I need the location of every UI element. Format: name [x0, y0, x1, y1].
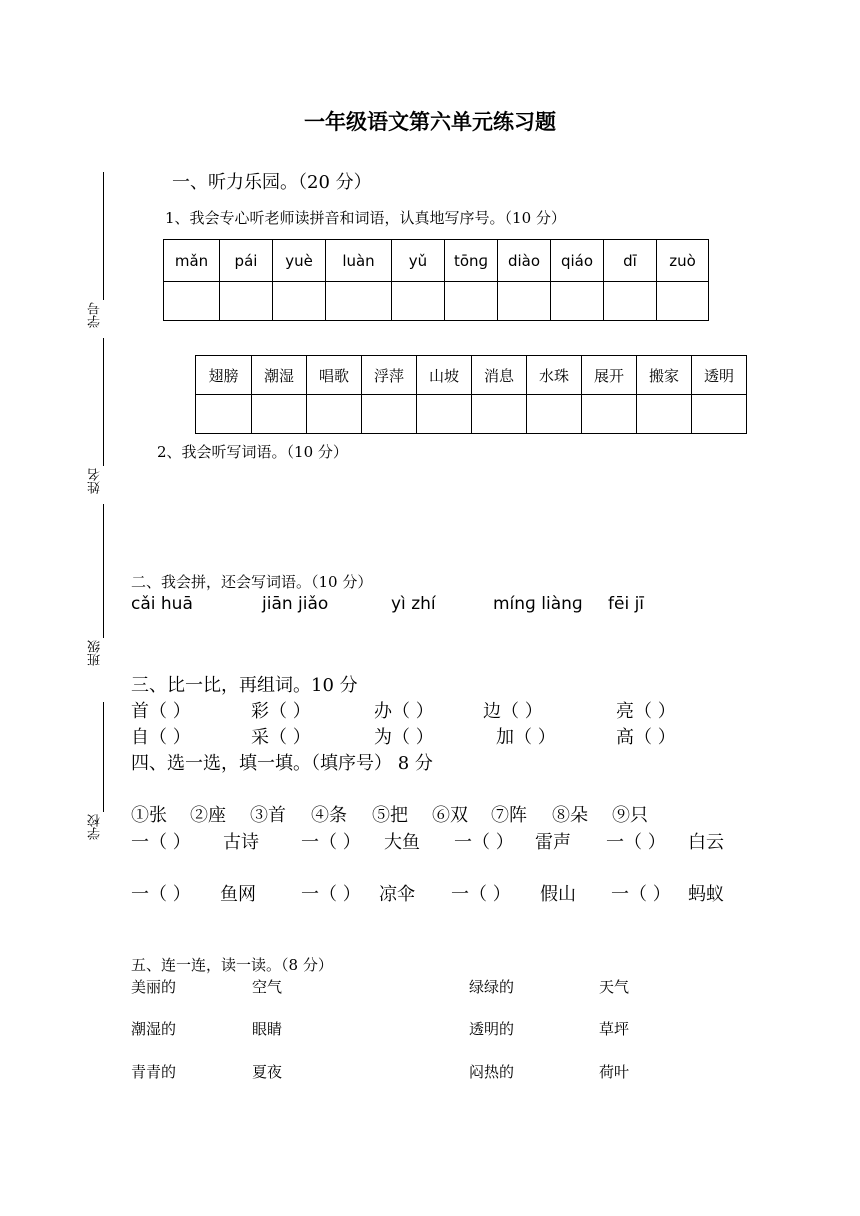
answer-cell[interactable]: [362, 395, 417, 434]
option-item: ②座: [190, 805, 226, 826]
section1-question2: 2、我会听写词语。（10 分）: [157, 443, 348, 461]
fill-blank[interactable]: 一（ ）: [606, 832, 666, 853]
match-right-noun[interactable]: 草坪: [599, 1020, 630, 1038]
answer-cell[interactable]: [527, 395, 582, 434]
compare-item: 高（ ）: [616, 727, 676, 748]
fill-word: 大鱼: [384, 832, 420, 853]
sidebar-label-class: 班级: [88, 640, 103, 666]
compare-item: 为（ ）: [374, 727, 434, 748]
word-cell: 浮萍: [362, 356, 417, 395]
sidebar-divider: [103, 338, 104, 466]
sidebar-divider: [103, 702, 104, 812]
pinyin-cell: tōnɡ: [445, 240, 498, 282]
section2-heading: 二、我会拼，还会写词语。（10 分）: [131, 573, 373, 591]
match-left-adjective[interactable]: 青青的: [131, 1063, 177, 1081]
answer-cell[interactable]: [392, 282, 445, 321]
match-left-adjective[interactable]: 潮湿的: [131, 1020, 177, 1038]
pinyin-prompt: fēi jī: [608, 594, 645, 614]
answer-cell[interactable]: [307, 395, 362, 434]
pinyin-cell: qiáo: [551, 240, 604, 282]
option-item: ⑦阵: [491, 805, 527, 826]
match-left-adjective[interactable]: 美丽的: [131, 978, 177, 996]
fill-word: 古诗: [223, 832, 259, 853]
pinyin-cell: mǎn: [164, 240, 220, 282]
section5-heading: 五、连一连，读一读。（8 分）: [131, 956, 333, 974]
word-cell: 翅膀: [196, 356, 252, 395]
pinyin-prompt: yì zhí: [391, 594, 436, 614]
fill-word: 凉伞: [379, 884, 415, 905]
pinyin-prompt: jiān jiǎo: [262, 594, 329, 614]
answer-cell[interactable]: [637, 395, 692, 434]
pinyin-cell: zuò: [657, 240, 709, 282]
answer-cell[interactable]: [417, 395, 472, 434]
section1-heading: 一、听力乐园。（20 分）: [172, 172, 372, 193]
fill-word: 蚂蚁: [688, 884, 724, 905]
compare-item: 加（ ）: [496, 727, 556, 748]
compare-item: 采（ ）: [251, 727, 311, 748]
option-item: ⑨只: [612, 805, 648, 826]
section1-question1: 1、我会专心听老师读拼音和词语，认真地写序号。（10 分）: [165, 209, 566, 227]
compare-item: 自（ ）: [131, 727, 191, 748]
answer-cell[interactable]: [498, 282, 551, 321]
sidebar-divider: [103, 172, 104, 300]
fill-blank[interactable]: 一（ ）: [301, 832, 361, 853]
answer-cell[interactable]: [252, 395, 307, 434]
compare-item: 彩（ ）: [251, 701, 311, 722]
fill-word: 假山: [540, 884, 576, 905]
answer-cell[interactable]: [445, 282, 498, 321]
pinyin-cell: luàn: [326, 240, 392, 282]
fill-blank[interactable]: 一（ ）: [131, 832, 191, 853]
section4-heading: 四、选一选，填一填。（填序号） 8 分: [131, 753, 433, 774]
answer-cell[interactable]: [692, 395, 747, 434]
fill-blank[interactable]: 一（ ）: [131, 884, 191, 905]
answer-cell[interactable]: [604, 282, 657, 321]
answer-cell[interactable]: [472, 395, 527, 434]
option-item: ⑧朵: [552, 805, 588, 826]
fill-blank[interactable]: 一（ ）: [611, 884, 671, 905]
sidebar-divider: [103, 504, 104, 638]
pinyin-table: [163, 239, 709, 321]
answer-cell[interactable]: [582, 395, 637, 434]
answer-cell[interactable]: [657, 282, 709, 321]
word-cell: 唱歌: [307, 356, 362, 395]
fill-blank[interactable]: 一（ ）: [451, 884, 511, 905]
fill-word: 白云: [688, 832, 724, 853]
match-left-noun[interactable]: 夏夜: [252, 1063, 283, 1081]
sidebar-label-name: 姓名: [88, 468, 103, 494]
option-item: ④条: [311, 805, 347, 826]
word-cell: 潮湿: [252, 356, 307, 395]
pinyin-cell: yuè: [273, 240, 326, 282]
word-cell: 水珠: [527, 356, 582, 395]
sidebar-label-student-id: 学号: [88, 302, 103, 328]
answer-cell[interactable]: [164, 282, 220, 321]
pinyin-prompt: mínɡ liànɡ: [493, 594, 583, 614]
section3-heading: 三、比一比，再组词。10 分: [131, 675, 358, 696]
word-table: [195, 355, 747, 434]
word-cell: 山坡: [417, 356, 472, 395]
match-left-noun[interactable]: 眼睛: [252, 1020, 283, 1038]
compare-item: 办（ ）: [374, 701, 434, 722]
option-item: ①张: [131, 805, 167, 826]
match-right-noun[interactable]: 天气: [599, 978, 630, 996]
fill-word: 雷声: [535, 832, 571, 853]
option-item: ⑥双: [432, 805, 468, 826]
fill-blank[interactable]: 一（ ）: [454, 832, 514, 853]
match-left-noun[interactable]: 空气: [252, 978, 283, 996]
answer-cell[interactable]: [551, 282, 604, 321]
option-item: ⑤把: [372, 805, 408, 826]
word-cell: 展开: [582, 356, 637, 395]
answer-cell[interactable]: [196, 395, 252, 434]
pinyin-cell: diào: [498, 240, 551, 282]
word-cell: 透明: [692, 356, 747, 395]
answer-cell[interactable]: [326, 282, 392, 321]
match-right-adjective[interactable]: 绿绿的: [469, 978, 515, 996]
answer-cell[interactable]: [273, 282, 326, 321]
page-title: 一年级语文第六单元练习题: [304, 110, 556, 134]
answer-cell[interactable]: [220, 282, 273, 321]
match-right-adjective[interactable]: 闷热的: [469, 1063, 515, 1081]
compare-item: 边（ ）: [483, 701, 543, 722]
pinyin-cell: yǔ: [392, 240, 445, 282]
compare-item: 首（ ）: [131, 701, 191, 722]
fill-blank[interactable]: 一（ ）: [301, 884, 361, 905]
fill-word: 鱼网: [220, 884, 256, 905]
pinyin-cell: pái: [220, 240, 273, 282]
compare-item: 亮（ ）: [616, 701, 676, 722]
match-right-noun[interactable]: 荷叶: [599, 1063, 630, 1081]
word-cell: 消息: [472, 356, 527, 395]
pinyin-cell: dī: [604, 240, 657, 282]
match-right-adjective[interactable]: 透明的: [469, 1020, 515, 1038]
sidebar-label-school: 学校: [88, 814, 103, 840]
option-item: ③首: [250, 805, 286, 826]
pinyin-prompt: cǎi huā: [131, 594, 193, 614]
word-cell: 搬家: [637, 356, 692, 395]
